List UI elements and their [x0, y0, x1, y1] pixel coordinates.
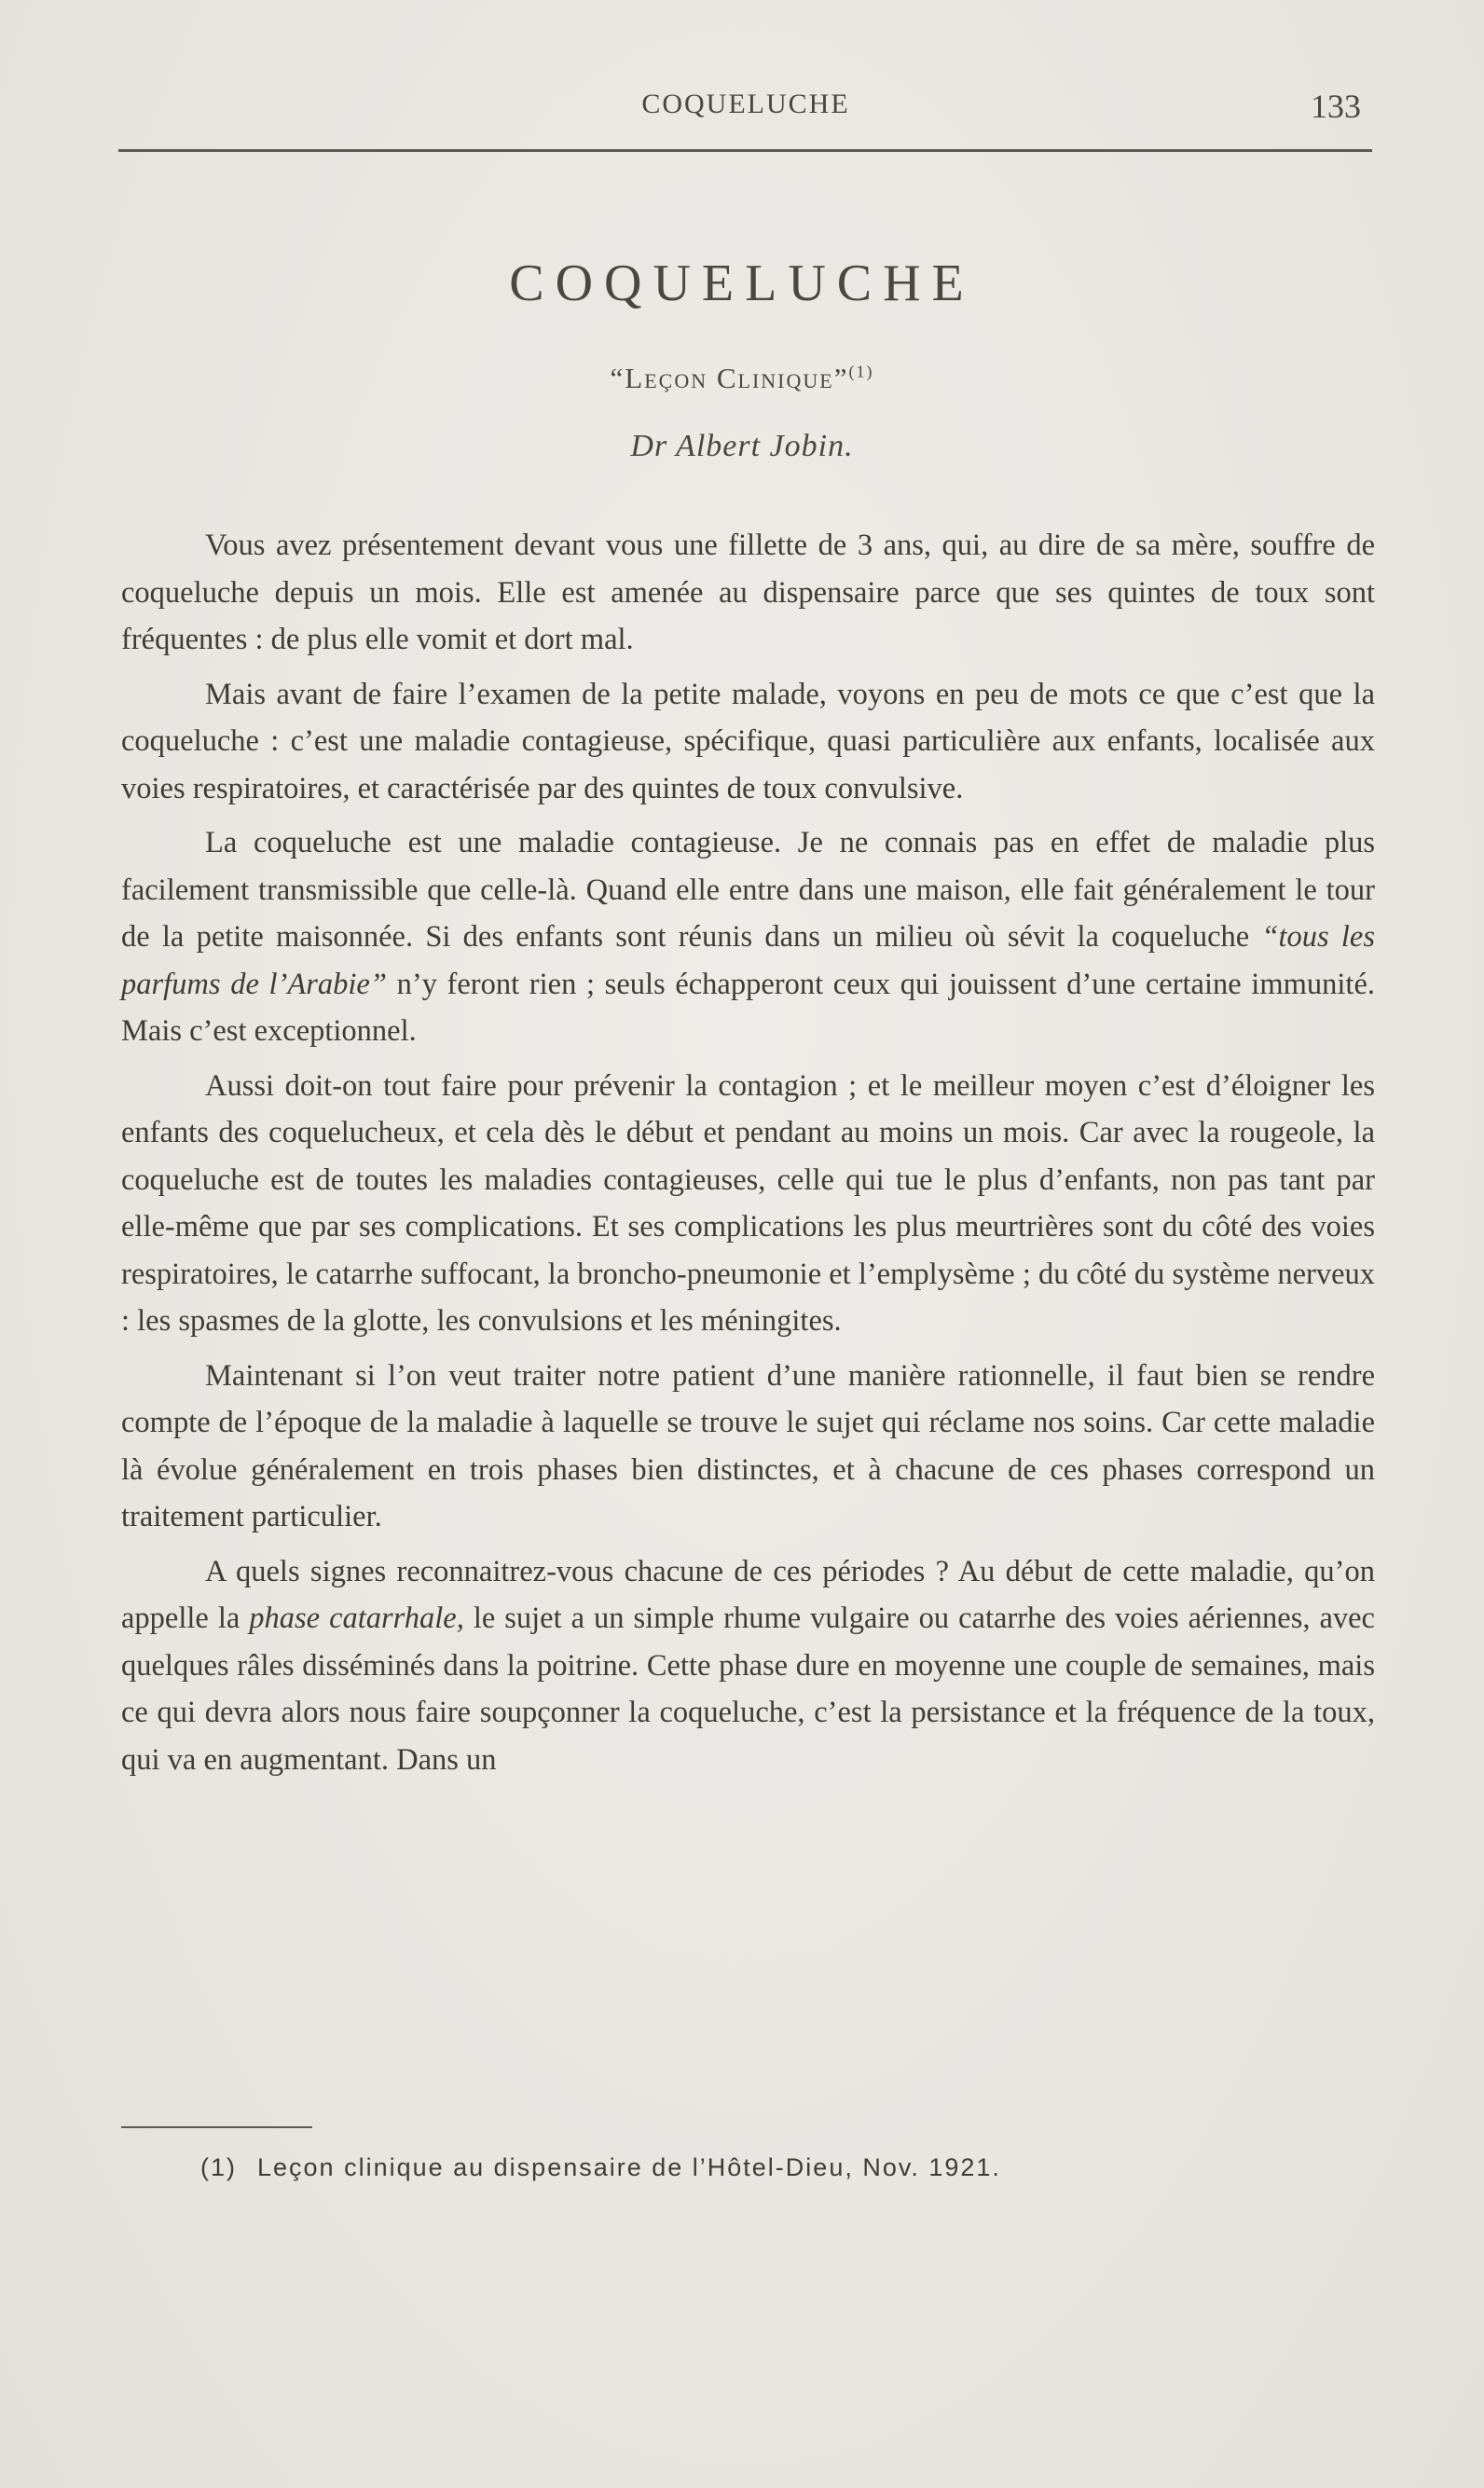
paragraph-text: A quels signes reconnaitrez-vous chacune de ces périodes ? Au début de cette maladie, qu’on appelle la [121, 1554, 1375, 1635]
italic-quote: “tous les parfums de l’Arabie” [121, 920, 1375, 1001]
paragraph-text: La coqueluche est une maladie contagieuse. Je ne connais pas en effet de maladie plus facilement transmissible que celle-là. Quand elle entre dans une maison, elle fait généralement le tour de la petite maisonnée. Si des enfants sont réunis dans un milieu où sévit la coqueluche [121, 826, 1375, 954]
paragraph: Maintenant si l’on veut traiter notre patient d’une manière rationnelle, il faut bien se rendre compte de l’époque de la maladie à laquelle se trouve le sujet qui réclame nos soins. Car cette maladie là évolue généralement en trois phases bien distinctes, et à chacune de ces phases correspond un traitement particulier. [121, 1358, 1375, 1533]
author-name: Dr Albert Jobin. [630, 429, 854, 463]
article-body [121, 522, 1375, 1791]
article-title: COQUELUCHE [509, 254, 975, 312]
footnote-mark: (1) [200, 2153, 237, 2181]
article-subtitle [0, 362, 1484, 395]
running-head [121, 89, 1370, 126]
italic-term: phase catarrhale, [249, 1601, 464, 1635]
footnote-reference: (1) [848, 362, 874, 381]
page-number: 133 [1311, 88, 1361, 125]
paragraph: Aussi doit-on tout faire pour prévenir la contagion ; et le meilleur moyen c’est d’éloigner les enfants des coquelucheux, et cela dès le début et pendant au moins un mois. Car avec la rougeole, la coqueluche est de toutes les maladies contagieuses, celle qui tue le plus d’enfants, non pas tant par elle-même que par ses complications. Et ses complications les plus meurtrières sont du côté des voies respiratoires, le catarrhe suffocant, la broncho-pneumonie et l’emplysème ; du côté du système nerveux : les spasmes de la glotte, les convulsions et les méningites. [121, 1068, 1375, 1338]
paragraph-text: n’y feront rien ; seuls échapperont ceux qui jouissent d’une certaine immunité. Mais c’est exceptionnel. [121, 967, 1376, 1048]
header-rule [118, 149, 1372, 152]
footnote-text: Leçon clinique au dispensaire de l’Hôtel-Dieu, Nov. 1921. [257, 2153, 1001, 2181]
paragraph [121, 819, 1375, 1055]
running-title: COQUELUCHE [641, 89, 850, 119]
footnote-rule [121, 2126, 312, 2128]
paragraph [121, 1548, 1375, 1784]
paragraph-text: le sujet a un simple rhume vulgaire ou catarrhe des voies aériennes, avec quelques râles disséminés dans la poitrine. Cette phase dure en moyenne une couple de semaines, mais ce qui devra alors nous faire soupçonner la coqueluche, c’est la persistance et la fréquence de la toux, qui va en augmentant. Dans un [121, 1601, 1375, 1777]
paragraph: Mais avant de faire l’examen de la petite malade, voyons en peu de mots ce que c’est que la coqueluche : c’est une maladie contagieuse, spécifique, quasi particulière aux enfants, localisée aux voies respiratoires, et caractérisée par des quintes de toux convulsive. [121, 677, 1375, 805]
footnote [200, 2153, 1319, 2182]
paragraph: Vous avez présentement devant vous une fillette de 3 ans, qui, au dire de sa mère, souffre de coqueluche depuis un mois. Elle est amenée au dispensaire parce que ses quintes de toux sont fréquentes : de plus elle vomit et dort mal. [121, 529, 1375, 656]
subtitle-text: “Leçon Clinique” [610, 362, 849, 394]
